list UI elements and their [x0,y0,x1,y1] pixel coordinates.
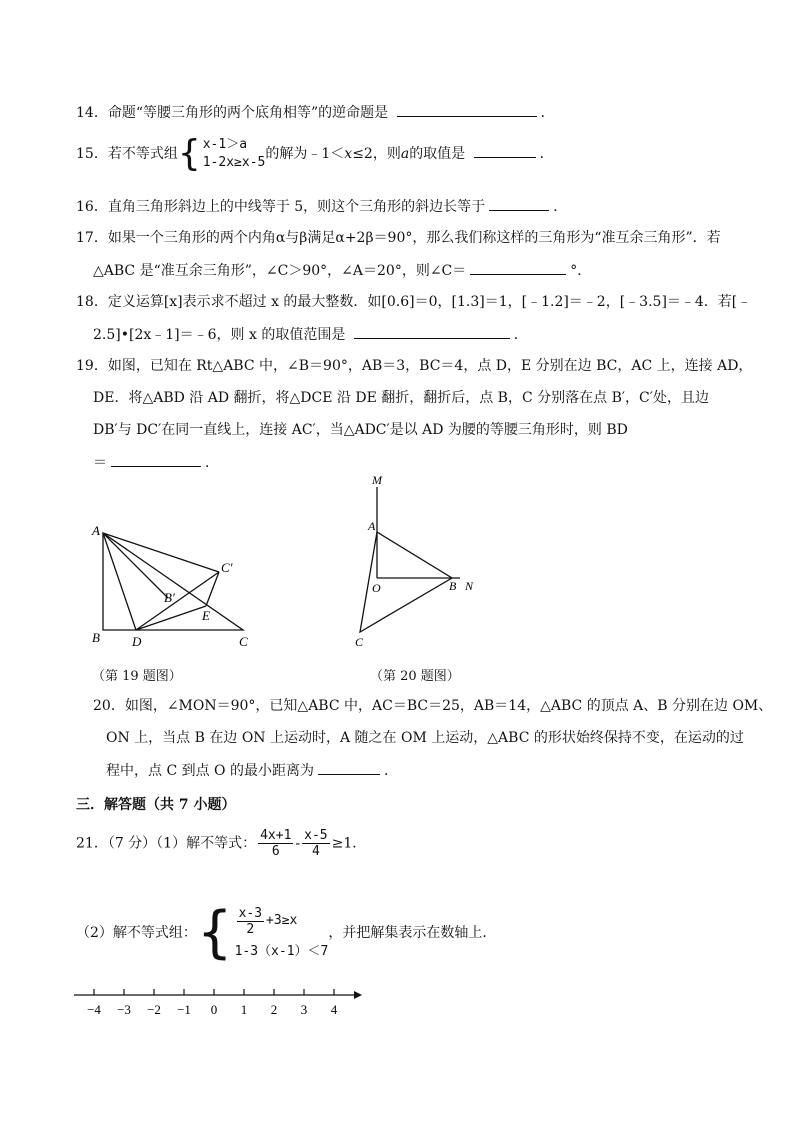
fraction-1: $\frac{4x+1}{6}$ [260,828,292,859]
tick-label: −3 [117,1002,131,1017]
number-line [72,985,372,1025]
question-19-line4: ＝ ． [93,452,219,473]
question-19-line3: DB′与 DC′在同一直线上，连接 AC′，当△ADC′是以 AD 为腰的等腰三角形时，则 BD [93,422,628,438]
figure-19 [88,518,268,653]
question-18-line1: 18．定义运算[x]表示求不超过 x 的最大整数．如[0.6]＝0，[1.3]＝1，[﹣1.2]＝﹣2，[﹣3.5]＝﹣4．若[﹣ [76,294,752,310]
tick-label: −1 [177,1002,191,1017]
svg-text:D: D [132,634,142,649]
answer-blank-14[interactable] [397,102,537,117]
question-17-line1: 17．如果一个三角形的两个内角α与β满足α+2β＝90°，那么我们称这样的三角形为“准互余三角形”．若 [76,230,721,246]
question-21-part1: 21．（7 分）（1）解不等式： $\frac{4x+1}{6}$ - $\frac{x-5}{4}$ ≥1． [76,828,367,859]
tick-label: 1 [240,1002,248,1017]
answer-blank-16[interactable] [489,196,549,211]
svg-text:C: C [355,635,364,649]
svg-text:A: A [368,519,376,533]
question-20-line3: 程中，点 C 到点 O 的最小距离为 ． [106,760,398,781]
tick-label: −2 [147,1002,161,1017]
tick-label: −4 [87,1002,101,1017]
svg-text:B: B [92,630,100,645]
question-19-line1: 19．如图，已知在 Rt△ABC 中，∠B＝90°，AB＝3，BC＝4，点 D，E 分别在边 BC，AC 上，连接 AD， [76,358,753,374]
answer-blank-17[interactable] [470,260,566,275]
figure-20 [352,472,492,657]
figure-19-caption: （第 19 题图） [92,669,182,684]
figure-20-caption: （第 20 题图） [370,669,460,684]
question-18-line2: 2.5]•[2x﹣1]＝﹣6，则 x 的取值范围是 ． [93,324,528,345]
tick-label: 3 [300,1002,308,1017]
tick-label: 2 [270,1002,278,1017]
segment-de [136,606,206,630]
svg-text:E: E [202,608,210,623]
tick-label: 0 [210,1002,218,1017]
inequality-system-15: { x-1＞a 1-2x≥x-5 [177,133,266,174]
answer-blank-15[interactable] [474,143,536,158]
triangle-abc [103,533,243,630]
answer-blank-20[interactable] [318,760,380,775]
answer-blank-18[interactable] [354,324,510,339]
segment-ad [103,533,136,630]
question-15: 15．若不等式组 { x-1＞a 1-2x≥x-5 的解为﹣1＜x≤2，则a的取值是 ． [76,133,554,174]
svg-text:N: N [465,579,474,593]
brace-icon: { [177,133,201,174]
segment-ab-prime [103,533,168,598]
question-20-line2: ON 上，当点 B 在边 ON 上运动时，A 随之在 OM 上运动，△ABC 的形状始终保持不变，在运动的过 [106,730,744,746]
svg-text:O: O [372,581,381,595]
svg-text:M: M [372,473,382,487]
segment-ac-prime [103,533,219,572]
question-16: 16．直角三角形斜边上的中线等于 5，则这个三角形的斜边长等于 ． [76,196,567,217]
section-heading: 三．解答题（共 7 小题） [76,797,236,813]
svg-text:C: C [239,634,248,649]
question-17-line2: △ABC 是“准互余三角形”，∠C＞90°，∠A＝20°，则∠C＝ °． [93,260,591,281]
arrow-right-icon [354,991,362,999]
question-19-line2: DE．将△ABD 沿 AD 翻折，将△DCE 沿 DE 翻折，翻折后，点 B，C 分别落在点 B′，C′处，且边 [93,390,709,406]
inequality-system-21: { $\frac{x-3}{2}$ +3≥x 1-3（x-1）＜7 [196,900,329,965]
svg-text:C′: C′ [221,560,233,575]
question-20-line1: 20．如图，∠MON＝90°，已知△ABC 中，AC＝BC＝25，AB＝14，△ABC 的顶点 A、B 分别在边 OM、 [93,698,773,714]
tick-label: 4 [330,1002,338,1017]
fraction-2: $\frac{x-5}{4}$ [304,828,328,859]
question-14: 14．命题“等腰三角形的两个底角相等”的逆命题是 ． [76,102,555,123]
brace-icon: { [196,900,233,965]
svg-text:A: A [92,523,100,538]
svg-text:B: B [449,579,457,593]
answer-blank-19[interactable] [111,452,201,467]
question-21-part2: （2）解不等式组： { $\frac{x-3}{2}$ +3≥x 1-3（x-1）＜7 ，并把解集表示在数轴上． [76,900,497,965]
svg-text:B′: B′ [164,590,175,605]
